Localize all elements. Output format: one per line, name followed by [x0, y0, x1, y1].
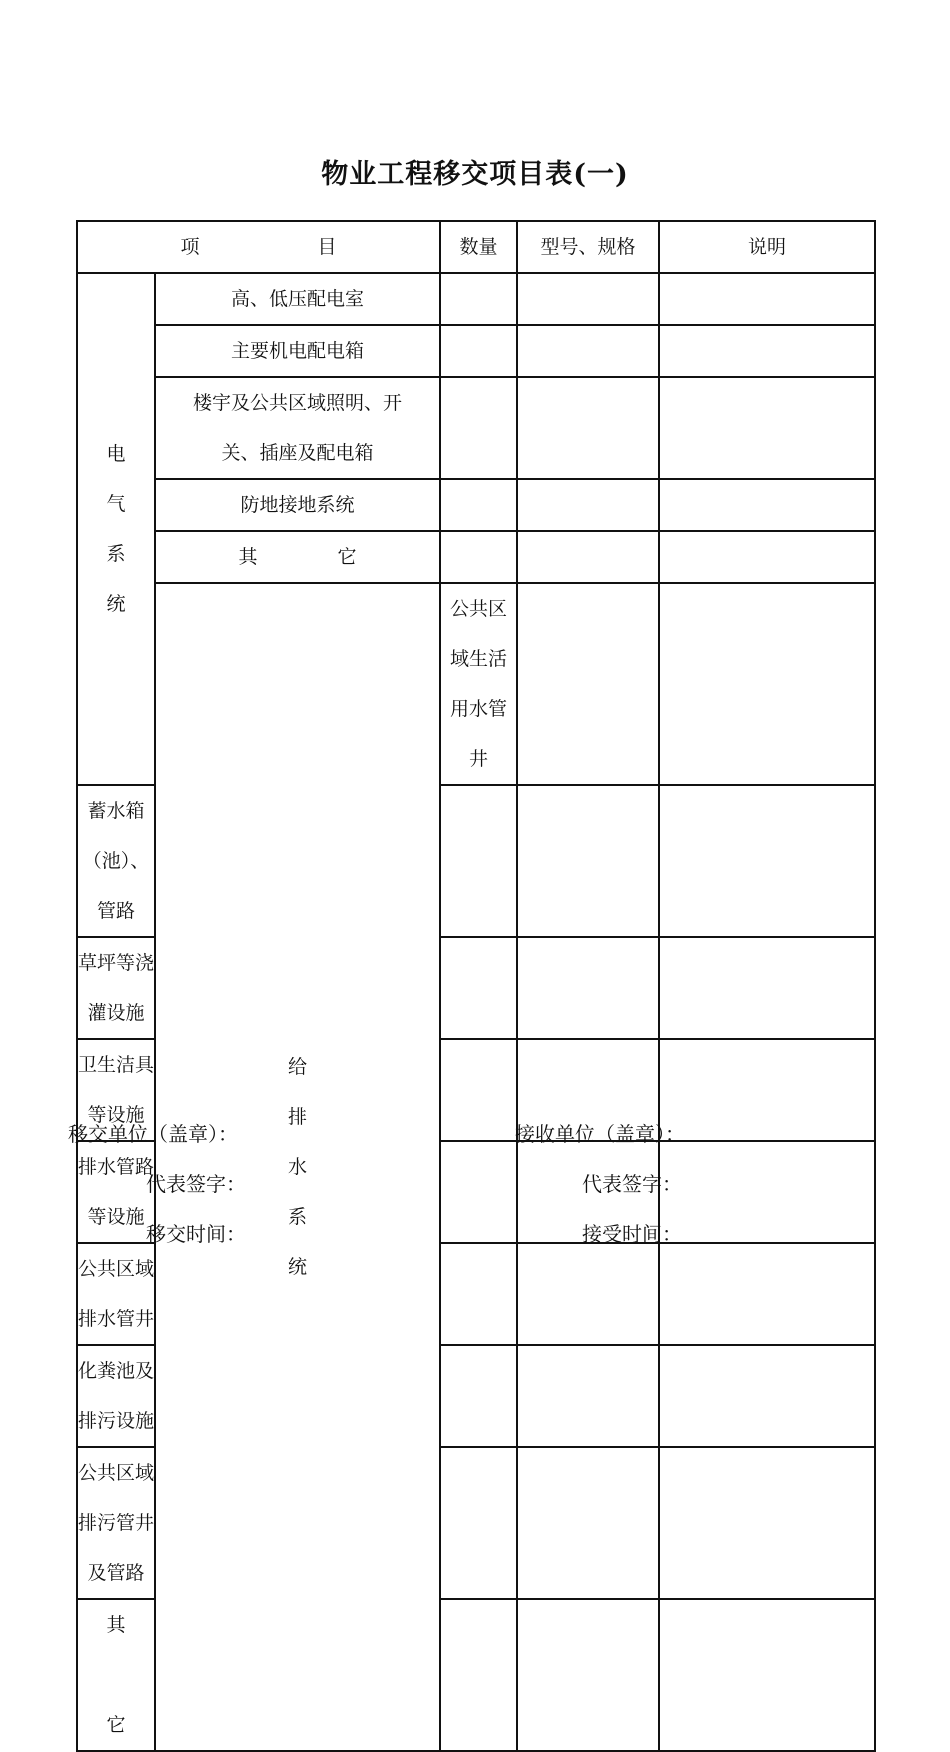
- model-spec-cell[interactable]: [517, 377, 659, 479]
- item-label: 卫生洁具等设施: [77, 1039, 155, 1141]
- remarks-cell[interactable]: [659, 531, 875, 583]
- remarks-cell[interactable]: [659, 785, 875, 937]
- other-right: 它: [106, 1714, 126, 1736]
- header-remarks: 说明: [659, 221, 875, 273]
- item-label: 草坪等浇灌设施: [77, 937, 155, 1039]
- category-char: 排: [287, 1106, 307, 1128]
- category-char: 统: [287, 1256, 307, 1278]
- item-label-line: 楼宇及公共区域照明、开: [192, 392, 402, 414]
- quantity-cell[interactable]: [440, 1345, 517, 1447]
- quantity-cell[interactable]: [440, 479, 517, 531]
- model-spec-cell[interactable]: [517, 479, 659, 531]
- model-spec-cell[interactable]: [517, 1447, 659, 1599]
- quantity-cell[interactable]: [440, 1599, 517, 1751]
- model-spec-cell[interactable]: [517, 1345, 659, 1447]
- category-char: 电: [106, 443, 126, 465]
- quantity-cell[interactable]: [440, 1141, 517, 1243]
- remarks-cell[interactable]: [659, 1141, 875, 1243]
- model-spec-cell[interactable]: [517, 531, 659, 583]
- model-spec-cell[interactable]: [517, 1599, 659, 1751]
- remarks-cell[interactable]: [659, 273, 875, 325]
- table-row: [77, 583, 875, 785]
- handover-table: [76, 220, 876, 1752]
- transfer-unit-label: 移交单位（盖章）：: [68, 1122, 238, 1146]
- header-row: [77, 221, 875, 273]
- quantity-cell[interactable]: [440, 785, 517, 937]
- header-item-right: 目: [317, 236, 337, 258]
- category-electrical: [77, 273, 155, 785]
- category-water: [155, 583, 440, 1751]
- other-left: 其: [106, 1614, 126, 1636]
- quantity-cell[interactable]: [440, 1039, 517, 1141]
- model-spec-cell[interactable]: [659, 583, 875, 785]
- table-row: [77, 479, 875, 531]
- category-char: 系: [106, 543, 126, 565]
- other-right: 它: [337, 546, 357, 568]
- model-spec-cell[interactable]: [517, 937, 659, 1039]
- quantity-cell[interactable]: [440, 273, 517, 325]
- remarks-cell[interactable]: [659, 1447, 875, 1599]
- item-label: 蓄水箱（池）、管路: [77, 785, 155, 937]
- model-spec-cell[interactable]: [517, 273, 659, 325]
- category-char: 系: [287, 1206, 307, 1228]
- remarks-cell[interactable]: [659, 325, 875, 377]
- table-row: [77, 325, 875, 377]
- transfer-rep-label: 代表签字：: [146, 1172, 246, 1196]
- model-spec-cell[interactable]: [517, 325, 659, 377]
- remarks-cell[interactable]: [659, 937, 875, 1039]
- model-spec-cell[interactable]: [517, 785, 659, 937]
- receive-time-label: 接受时间：: [582, 1222, 682, 1246]
- item-label: 排水管路等设施: [77, 1141, 155, 1243]
- remarks-cell[interactable]: [659, 377, 875, 479]
- item-label: 公共区域生活用水管井: [440, 583, 517, 785]
- category-char: 水: [287, 1156, 307, 1178]
- remarks-cell[interactable]: [659, 1243, 875, 1345]
- table-row: [77, 377, 875, 479]
- receive-rep-label: 代表签字：: [582, 1172, 682, 1196]
- remarks-cell[interactable]: [659, 1345, 875, 1447]
- item-other: [77, 1599, 155, 1751]
- item-label: 防地接地系统: [155, 479, 440, 531]
- item-label: 高、低压配电室: [155, 273, 440, 325]
- category-char: 统: [106, 593, 126, 615]
- quantity-cell[interactable]: [440, 937, 517, 1039]
- item-label: 公共区域排水管井: [77, 1243, 155, 1345]
- header-model-spec: 型号、规格: [517, 221, 659, 273]
- item-label: 化粪池及排污设施: [77, 1345, 155, 1447]
- header-item-left: 项: [180, 236, 200, 258]
- header-item: [77, 221, 440, 273]
- header-quantity: 数量: [440, 221, 517, 273]
- quantity-cell[interactable]: [440, 1447, 517, 1599]
- remarks-cell[interactable]: [659, 1599, 875, 1751]
- item-label: [155, 377, 440, 479]
- category-char: 给: [287, 1056, 307, 1078]
- quantity-cell[interactable]: [440, 531, 517, 583]
- quantity-cell[interactable]: [440, 377, 517, 479]
- item-label: 主要机电配电箱: [155, 325, 440, 377]
- page-title: 物业工程移交项目表(一): [321, 159, 629, 190]
- item-label-line: 关、插座及配电箱: [221, 442, 374, 464]
- category-char: 气: [106, 493, 126, 515]
- quantity-cell[interactable]: [440, 325, 517, 377]
- item-other: [155, 531, 440, 583]
- remarks-cell[interactable]: [659, 1039, 875, 1141]
- table-row: [77, 531, 875, 583]
- model-spec-cell[interactable]: [517, 1243, 659, 1345]
- table-row: [77, 273, 875, 325]
- quantity-cell[interactable]: [517, 583, 659, 785]
- transfer-time-label: 移交时间：: [146, 1222, 246, 1246]
- other-left: 其: [238, 546, 258, 568]
- item-label: 公共区域排污管井及管路: [77, 1447, 155, 1599]
- receive-unit-label: 接收单位（盖章）：: [515, 1122, 685, 1146]
- remarks-cell[interactable]: [659, 479, 875, 531]
- quantity-cell[interactable]: [440, 1243, 517, 1345]
